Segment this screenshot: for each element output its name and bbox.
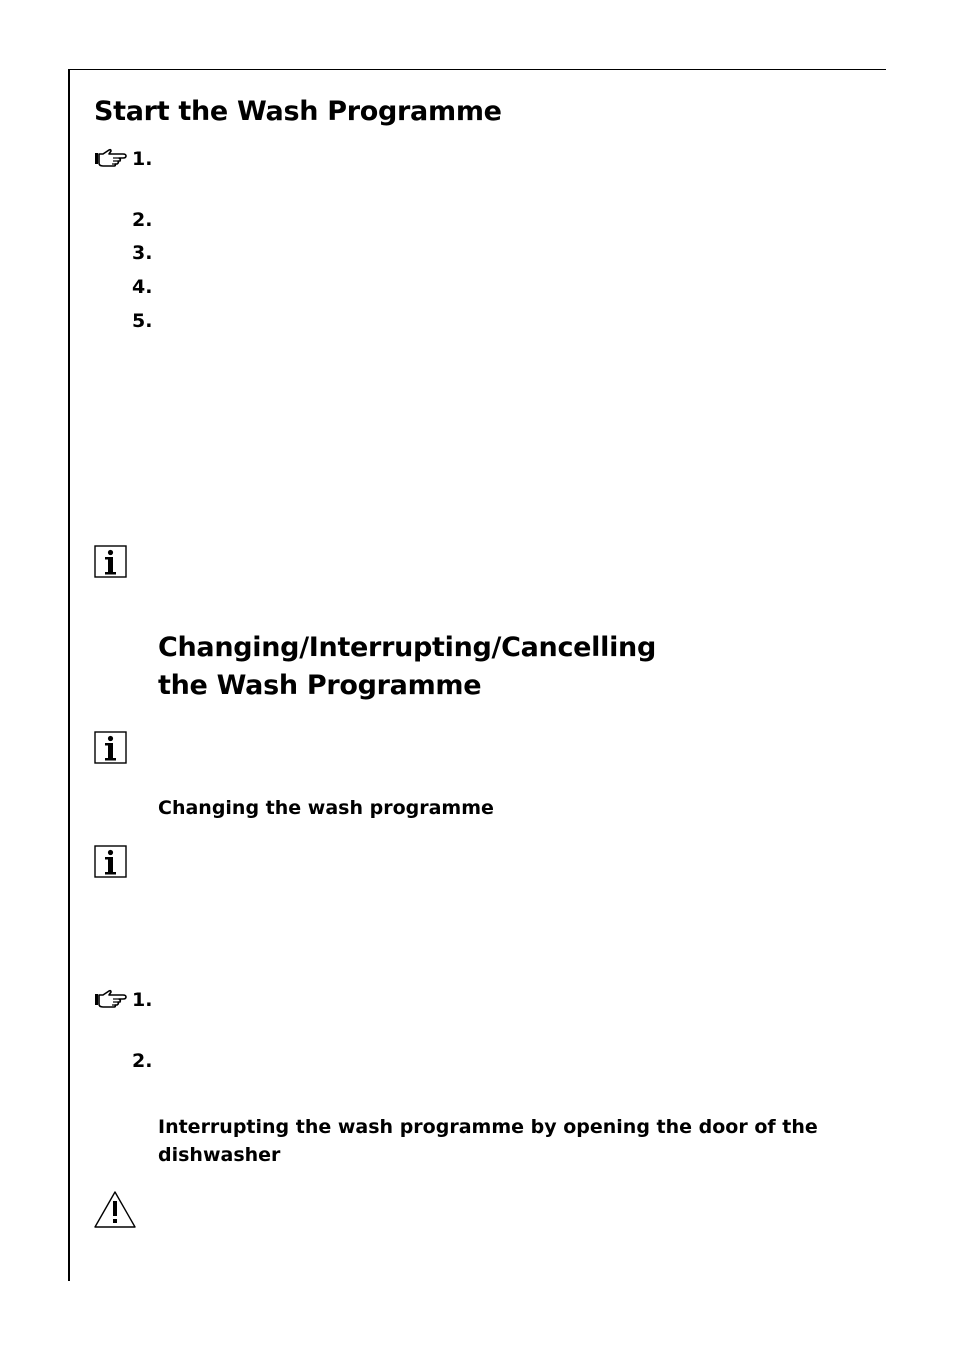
section-title-changing-line1: Changing/Interrupting/Cancelling <box>158 632 656 663</box>
info-icon <box>94 845 128 879</box>
step-number: 1. <box>132 148 153 170</box>
top-rule <box>68 69 886 70</box>
section-title-changing-line2: the Wash Programme <box>158 670 482 701</box>
step-number: 2. <box>132 1050 153 1072</box>
warning-triangle-icon <box>93 1190 137 1230</box>
info-icon <box>94 545 128 579</box>
pointing-hand-icon <box>94 148 128 168</box>
step-number: 3. <box>132 242 153 264</box>
subheading-changing: Changing the wash programme <box>158 797 494 819</box>
step-number: 5. <box>132 310 153 332</box>
pointing-hand-icon <box>94 989 128 1009</box>
section-title-start: Start the Wash Programme <box>94 96 502 127</box>
subheading-interrupting: Interrupting the wash programme by opening the door of the dishwasher <box>158 1116 818 1166</box>
step-number: 2. <box>132 209 153 231</box>
step-number: 1. <box>132 989 153 1011</box>
info-icon <box>94 731 128 765</box>
step-number: 4. <box>132 276 153 298</box>
left-rule <box>68 69 70 1281</box>
